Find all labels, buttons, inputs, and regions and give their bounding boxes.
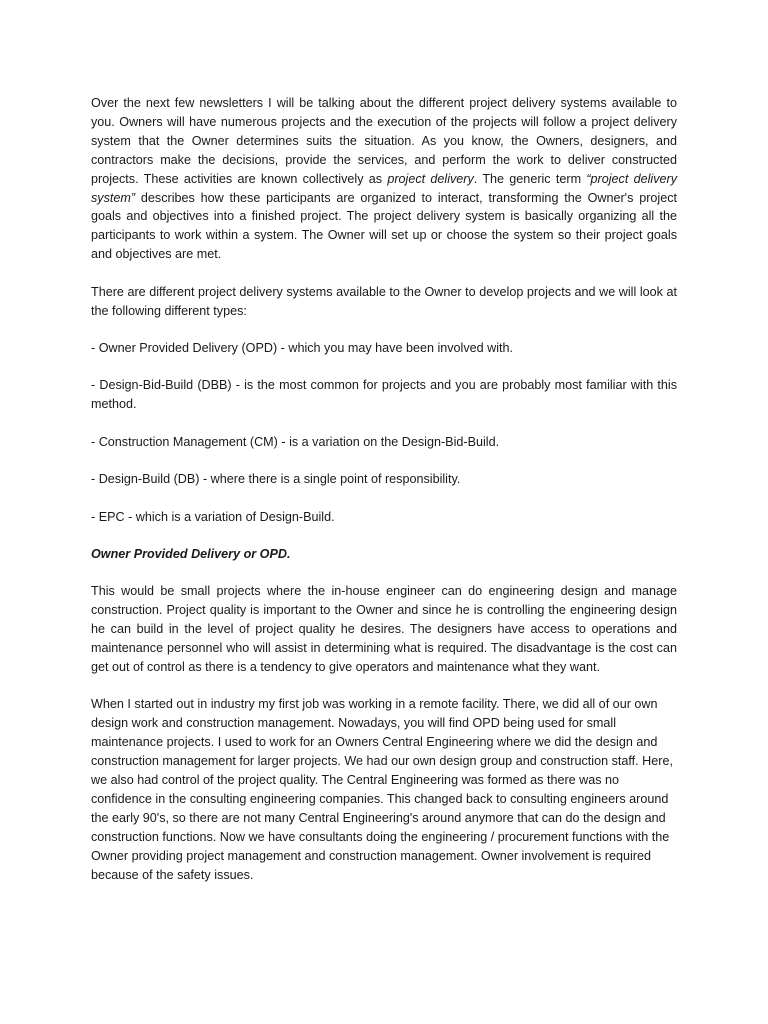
section-paragraph: This would be small projects where the in-house engineer can do engineering design and manage construction. Project quality is important to the Owner and since he is controlling the engineering design he can build in the level of project quality he desires. The designers have access to operations and maintenance personnel who will assist in determining what is required. The disadvantage is the cost can get out of control as there is a tendency to give operators and maintenance what they want. — [91, 584, 677, 674]
intro-paragraph — [91, 94, 677, 264]
intro-text-part2: . The generic term — [473, 171, 587, 186]
intro-italic-term-2: “project delivery system” — [91, 171, 677, 205]
section-heading: Owner Provided Delivery or OPD. — [91, 546, 291, 561]
list-item: - Design-Build (DB) - where there is a single point of responsibility. — [91, 472, 461, 487]
intro-italic-term-1: project delivery — [387, 171, 474, 186]
list-item: - Construction Management (CM) - is a variation on the Design-Bid-Build. — [91, 434, 500, 449]
document-page — [91, 94, 677, 903]
list-item: - EPC - which is a variation of Design-Build. — [91, 509, 335, 524]
section-paragraph: When I started out in industry my first job was working in a remote facility. There, we did all of our own design work and construction management. Nowadays, you will find OPD being used for small maintenance projects. I used to work for an Owners Central Engineering where we did the design and construction management for larger projects. We had our own design group and construction staff. Here, we also had control of the project quality. The Central Engineering was formed as there was no confidence in the consulting engineering companies. This changed back to consulting engineers around the early 90's, so there are not many Central Engineering's around anymore that can do the design and construction functions. Now we have consultants doing the engineering / procurement functions with the Owner providing project management and construction management. Owner involvement is required because of the safety issues. — [91, 697, 673, 882]
intro-text-part1: Over the next few newsletters I will be talking about the different project delivery systems available to you. Owners will have numerous projects and the execution of the projects will follow a project delivery system that the Owner determines suits the situation. As you know, the Owners, designers, and contractors make the decisions, provide the services, and perform the work to deliver constructed projects. These activities are known collectively as — [91, 96, 677, 186]
intro-text-part3: describes how these participants are organized to interact, transforming the Owner's project goals and objectives into a finished project. The project delivery system is basically organizing all the participants to work within a system. The Owner will set up or choose the system so their project goals and objectives are met. — [91, 190, 677, 262]
types-intro-paragraph: There are different project delivery systems available to the Owner to develop projects and we will look at the following different types: — [91, 284, 677, 318]
list-item: - Owner Provided Delivery (OPD) - which you may have been involved with. — [91, 340, 514, 355]
list-item: - Design-Bid-Build (DBB) - is the most common for projects and you are probably most familiar with this method. — [91, 378, 677, 412]
